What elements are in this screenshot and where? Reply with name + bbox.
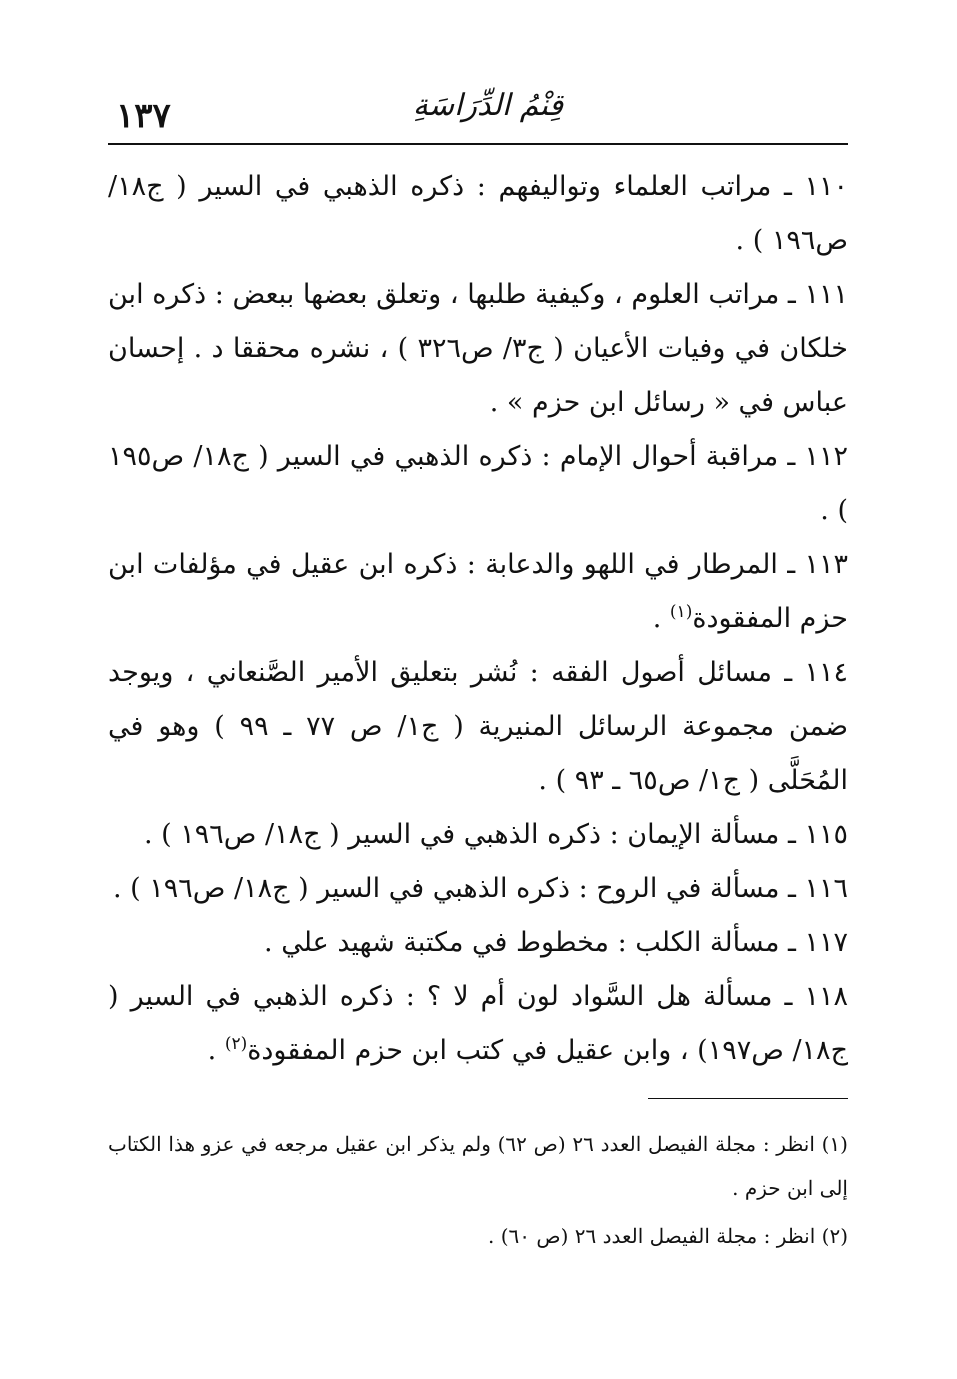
footnote-ref-2: (٢) <box>224 1034 248 1054</box>
entry-113 <box>108 538 848 646</box>
entry-118-end: . <box>207 1035 225 1066</box>
page-number: ١٣٧ <box>116 96 171 136</box>
entry-110: ١١٠ ـ مراتب العلماء وتواليفهم : ذكره الذهبي في السير ( ج١٨/ ص١٩٦ ) . <box>108 171 848 256</box>
footnote-ref-1: (١) <box>669 602 693 622</box>
footnote-2: (٢) انظر : مجلة الفيصل العدد ٢٦ (ص ٦٠) . <box>488 1224 848 1248</box>
entry-114: ١١٤ ـ مسائل أصول الفقه : نُشر بتعليق الأمير الصَّنعاني ، ويوجد ضمن مجموعة الرسائل المنيرية ( ج١/ ص ٧٧ ـ ٩٩ ) وهو في المُحَلَّى ( ج١/ ص٦٥ ـ ٩٣ ) . <box>108 657 848 796</box>
footnote-1: (١) انظر : مجلة الفيصل العدد ٢٦ (ص ٦٢) ولم يذكر ابن عقيل مرجعه في عزو هذا الكتاب إلى ابن حزم . <box>108 1132 848 1200</box>
entry-112: ١١٢ ـ مراقبة أحوال الإمام : ذكره الذهبي في السير ( ج١٨/ ص١٩٥ ) . <box>108 441 848 526</box>
main-text <box>108 160 848 1078</box>
entry-113-text: ١١٣ ـ المرطار في اللهو والدعابة : ذكره ابن عقيل في مؤلفات ابن حزم المفقودة <box>108 549 848 634</box>
entry-118-text: ١١٨ ـ مسألة هل السَّواد لون أم لا ؟ : ذكره الذهبي في السير ( ج١٨/ ص١٩٧) ، وابن عقيل في كتب ابن حزم المفقودة <box>108 981 848 1066</box>
footnote-rule <box>648 1098 848 1099</box>
running-title: قِنْمُ الدِّرَاسَةِ <box>412 88 564 123</box>
entry-113-end: . <box>652 603 670 634</box>
entry-111: ١١١ ـ مراتب العلوم ، وكيفية طلبها ، وتعلق بعضها ببعض : ذكره ابن خلكان في وفيات الأعيان ( ج٣/ ص٣٢٦ ) ، نشره محققا د . إحسان عباس في « رسائل ابن حزم » . <box>108 279 848 418</box>
entry-115: ١١٥ ـ مسألة الإيمان : ذكره الذهبي في السير ( ج١٨/ ص١٩٦ ) . <box>144 819 848 850</box>
header-rule <box>108 143 848 145</box>
footnotes <box>108 1122 848 1262</box>
entry-116: ١١٦ ـ مسألة في الروح : ذكره الذهبي في السير ( ج١٨/ ص١٩٦ ) . <box>113 873 848 904</box>
entry-118 <box>108 970 848 1078</box>
entry-117: ١١٧ ـ مسألة الكلب : مخطوط في مكتبة شهيد علي . <box>264 927 848 958</box>
running-header <box>108 78 848 144</box>
